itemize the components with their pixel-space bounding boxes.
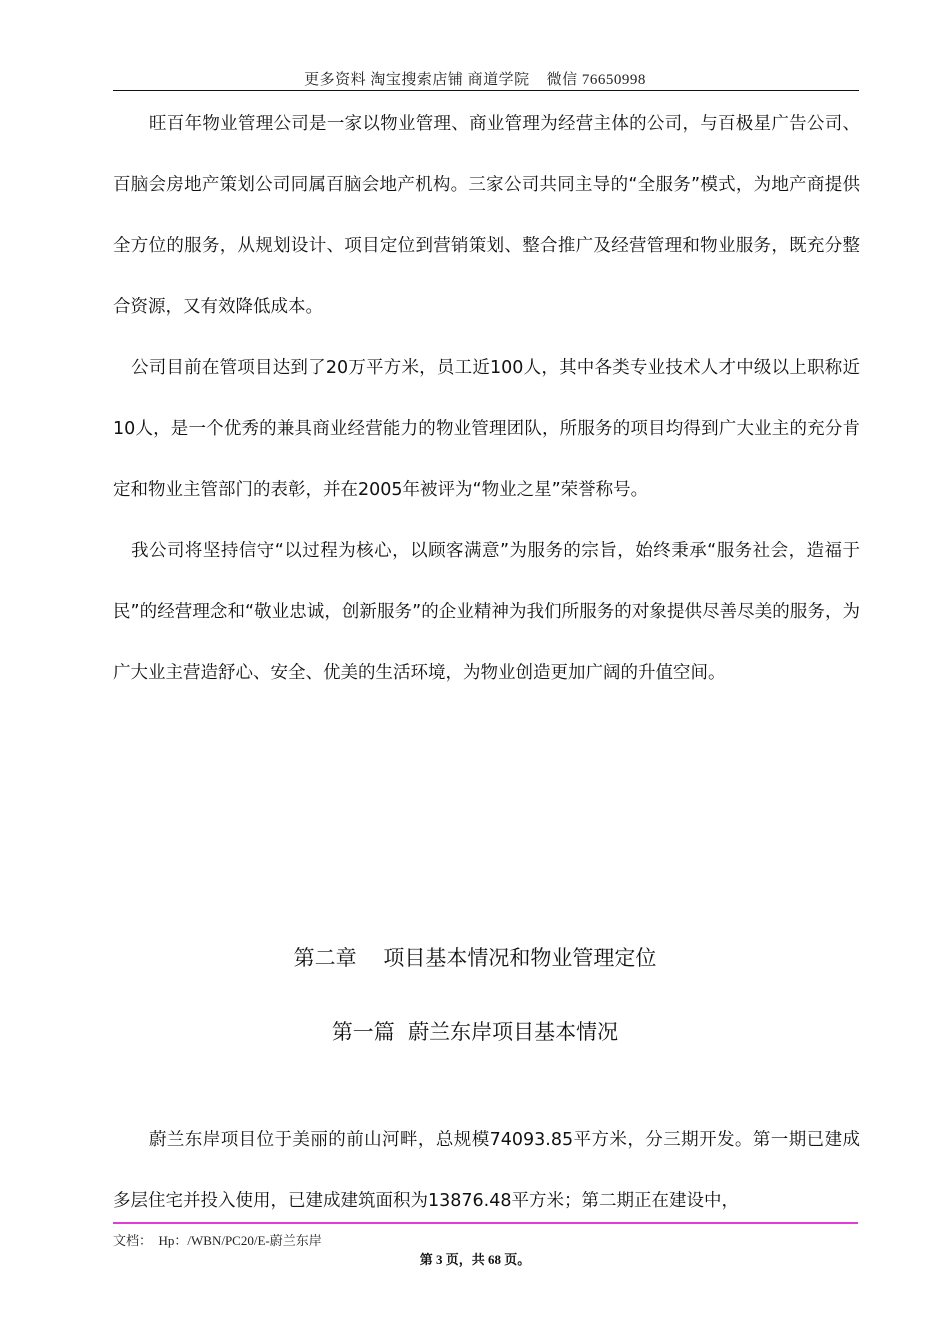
- page-header: 更多资料 淘宝搜索店铺 商道学院 微信 76650998: [304, 72, 646, 88]
- header-divider: [113, 90, 859, 91]
- body-paragraph-project-overview: 蔚兰东岸项目位于美丽的前山河畔，总规模74093.85平方米，分三期开发。第一期已建成多层住宅并投入使用，已建成建筑面积为13876.48平方米；第二期正在建设中，: [113, 1130, 860, 1211]
- body-paragraph-company-scale: 公司目前在管项目达到了20万平方米，员工近100人，其中各类专业技术人才中级以上职称近10人，是一个优秀的兼具商业经营能力的物业管理团队，所服务的项目均得到广大业主的充分肯定和物业主管部门的表彰，并在2005年被评为“物业之星”荣誉称号。: [113, 358, 860, 500]
- body-paragraph-company-mission: 我公司将坚持信守“以过程为核心，以顾客满意”为服务的宗旨，始终秉承“服务社会，造福于民”的经营理念和“敬业忠诚，创新服务”的企业精神为我们所服务的对象提供尽善尽美的服务，为广大业主营造舒心、安全、优美的生活环境，为物业创造更加广阔的升值空间。: [113, 541, 860, 683]
- footer-document-label: 文档： Hp：/WBN/PC20/E-蔚兰东岸: [113, 1233, 322, 1248]
- body-paragraph-company-intro: 旺百年物业管理公司是一家以物业管理、商业管理为经营主体的公司，与百极星广告公司、百脑会房地产策划公司同属百脑会地产机构。三家公司共同主导的“全服务”模式，为地产商提供全方位的服务，从规划设计、项目定位到营销策划、整合推广及经营管理和物业服务，既充分整合资源，又有效降低成本。: [113, 114, 860, 317]
- footer-divider: [113, 1222, 858, 1224]
- chapter-title: 第二章 项目基本情况和物业管理定位: [293, 946, 657, 970]
- footer-page-indicator: 第 3 页，共 68 页。: [419, 1252, 531, 1267]
- section-title: 第一篇 蔚兰东岸项目基本情况: [331, 1020, 619, 1044]
